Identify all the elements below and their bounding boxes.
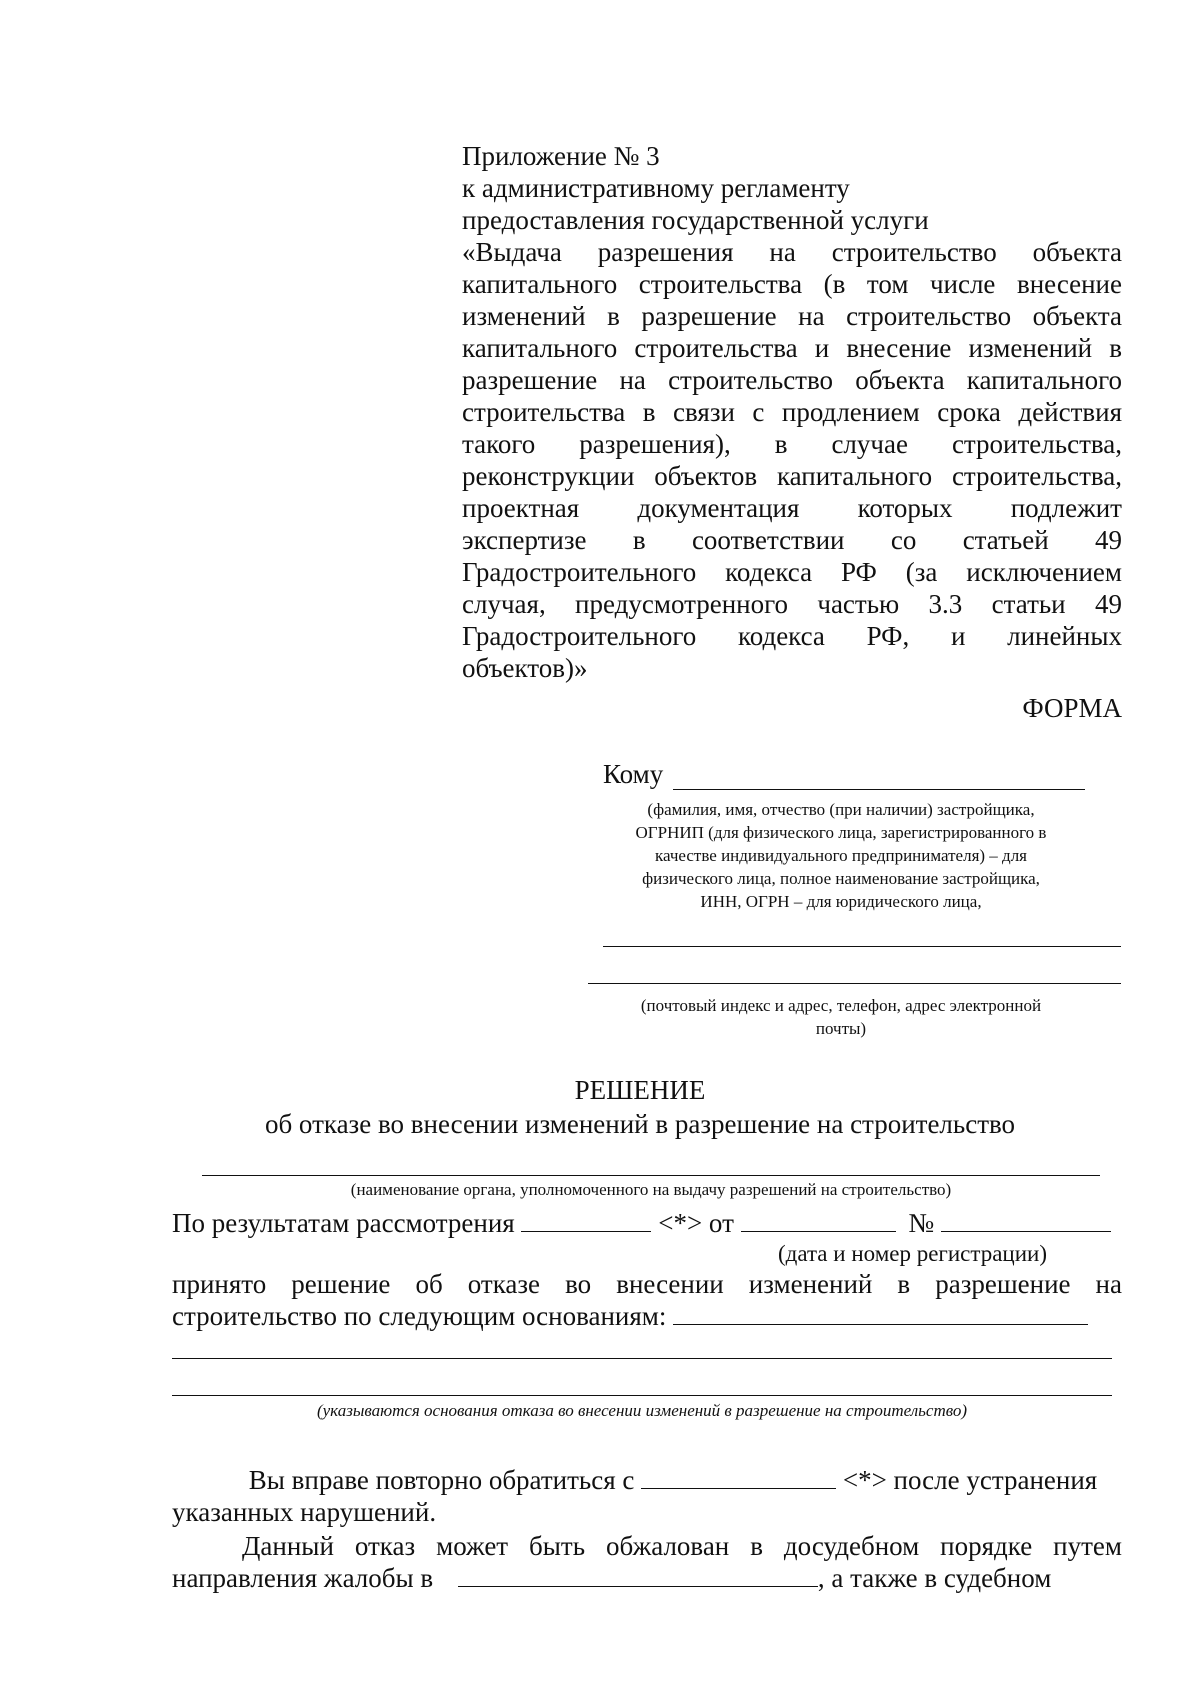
authority-field[interactable]	[202, 1175, 1100, 1176]
review-star: <*> от	[658, 1208, 734, 1238]
reapply-line-2: указанных нарушений.	[172, 1497, 437, 1527]
grounds-field-line-3[interactable]	[172, 1395, 1112, 1396]
appendix-para-line: изменений в разрешение на строительство объекта	[462, 301, 1122, 331]
grounds-note: (указываются основания отказа во внесении изменений в разрешение на строительство)	[316, 1401, 968, 1420]
appendix-line: предоставления государственной услуги	[462, 205, 929, 235]
review-prefix: По результатам рассмотрения	[172, 1208, 515, 1238]
appeal-line-2	[172, 1562, 1122, 1594]
recipient-note	[560, 798, 1122, 913]
appendix-para-line: Градостроительного кодекса РФ, и линейных	[462, 621, 1122, 651]
reapply-suffix: <*> после устранения	[842, 1465, 1098, 1495]
recipient-details-field[interactable]	[603, 946, 1121, 947]
recipient-line	[603, 758, 1122, 790]
appendix-header	[462, 140, 1122, 724]
address-note-line: (почтовый индекс и адрес, телефон, адрес электронной	[640, 996, 1042, 1015]
review-subject-field[interactable]	[521, 1209, 651, 1232]
reapply-prefix: Вы вправе повторно обратиться с	[248, 1465, 635, 1495]
appendix-para-line: разрешение на строительство объекта капитального	[462, 365, 1122, 395]
appendix-para-line: капитального строительства и внесение изменений в	[462, 333, 1122, 363]
recipient-label: Кому	[603, 759, 664, 789]
reapply-line	[172, 1464, 1122, 1496]
decision-title: РЕШЕНИЕ	[574, 1075, 706, 1105]
appendix-para-line: случая, предусмотренного частью 3.3 статьи 49	[462, 589, 1122, 619]
appendix-para-line: «Выдача разрешения на строительство объекта	[462, 237, 1122, 267]
recipient-name-field[interactable]	[673, 763, 1085, 790]
recipient-note-line: ОГРНИП (для физического лица, зарегистрированного в	[635, 823, 1047, 842]
appendix-para-line: экспертизе в соответствии со статьей 49	[462, 525, 1122, 555]
registration-note: (дата и номер регистрации)	[778, 1241, 1047, 1266]
recipient-note-line: физического лица, полное наименование застройщика,	[642, 869, 1040, 888]
appendix-para-line: проектная документация которых подлежит	[462, 493, 1122, 523]
appendix-para-line: объектов)»	[462, 653, 588, 683]
form-label: ФОРМА	[1022, 693, 1122, 723]
appendix-para-line: капитального строительства (в том числе внесение	[462, 269, 1122, 299]
review-line	[172, 1207, 1122, 1239]
appeal-authority-field[interactable]	[458, 1564, 818, 1587]
appeal-suffix: , а также в судебном	[817, 1563, 1052, 1593]
grounds-field[interactable]	[673, 1302, 1088, 1325]
grounds-field-line-2[interactable]	[172, 1358, 1112, 1359]
appeal-prefix: направления жалобы в	[172, 1563, 434, 1593]
registration-date-field[interactable]	[741, 1209, 896, 1232]
decision-subtitle: об отказе во внесении изменений в разрешение на строительство	[264, 1109, 1016, 1139]
authority-note: (наименование органа, уполномоченного на выдачу разрешений на строительство)	[350, 1180, 952, 1199]
address-note-line: почты)	[815, 1019, 867, 1038]
appendix-para-line: такого разрешения), в случае строительства,	[462, 429, 1122, 459]
grounds-line	[172, 1300, 1122, 1332]
appeal-line: Данный отказ может быть обжалован в досудебном порядке путем	[242, 1531, 1122, 1561]
appendix-para-line: строительства в связи с продлением срока действия	[462, 397, 1122, 427]
number-sign: №	[908, 1208, 935, 1238]
recipient-block	[560, 758, 1122, 1040]
reapply-document-field[interactable]	[641, 1466, 836, 1489]
decision-line: принято решение об отказе во внесении изменений в разрешение на	[172, 1269, 1122, 1299]
recipient-address-field[interactable]	[588, 983, 1121, 984]
recipient-note-line: качестве индивидуального предпринимателя) – для	[655, 846, 1027, 865]
address-note	[560, 994, 1122, 1040]
appendix-line: Приложение № 3	[462, 141, 660, 171]
registration-number-field[interactable]	[941, 1209, 1111, 1232]
appendix-para-line: Градостроительного кодекса РФ (за исключением	[462, 557, 1122, 587]
appendix-line: к административному регламенту	[462, 173, 850, 203]
appendix-service-name	[462, 236, 1122, 684]
appendix-para-line: реконструкции объектов капитального строительства,	[462, 461, 1122, 491]
recipient-note-line: ИНН, ОГРН – для юридического лица,	[700, 892, 982, 911]
grounds-label: строительство по следующим основаниям:	[172, 1301, 667, 1331]
recipient-note-line: (фамилия, имя, отчество (при наличии) застройщика,	[647, 800, 1035, 819]
